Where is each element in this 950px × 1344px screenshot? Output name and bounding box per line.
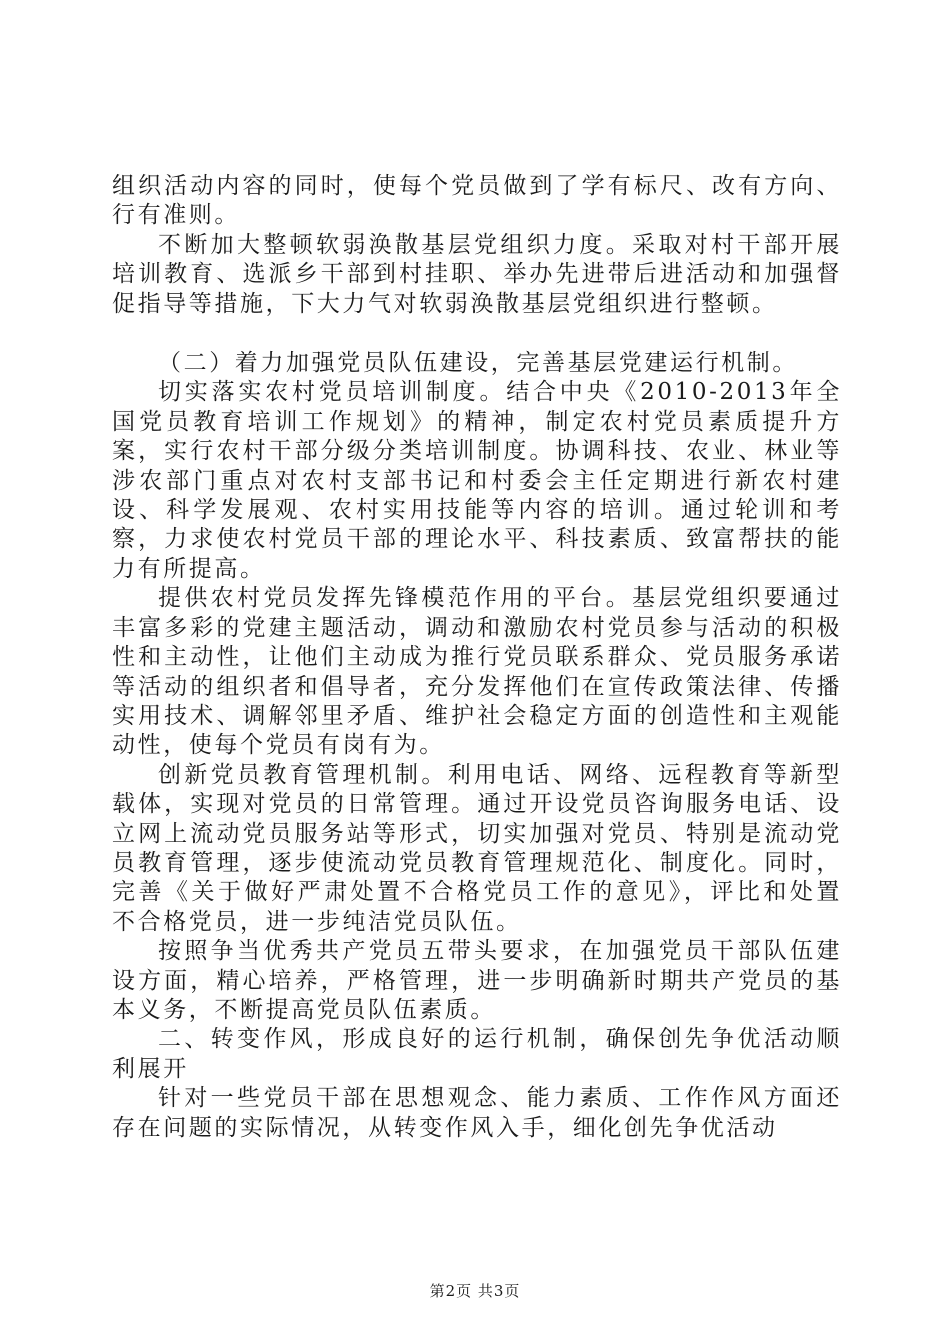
paragraph-pioneer-platform: 提供农村党员发挥先锋模范作用的平台。基层党组织要通过丰富多彩的党建主题活动，调动和激励农村党员参与活动的积极性和主动性，让他们主动成为推行党员联系群众、党员服务承诺等活动的组织者和倡导者，充分发挥他们在宣传政策法律、传播实用技术、调解邻里矛盾、维护社会稳定方面的创造性和主观能动性，使每个党员有岗有为。 — [112, 585, 842, 759]
paragraph-work-style: 针对一些党员干部在思想观念、能力素质、工作作风方面还存在问题的实际情况，从转变作风入手，细化创先争优活动 — [112, 1085, 842, 1141]
section-heading-2: （二）着力加强党员队伍建设，完善基层党建运行机制。 — [158, 350, 798, 377]
paragraph-continuation: 组织活动内容的同时，使每个党员做到了学有标尺、改有方向、行有准则。 — [112, 173, 842, 229]
paragraph-training-system: 切实落实农村党员培训制度。结合中央《2010-2013年全国党员教育培训工作规划》的精神，制定农村党员素质提升方案，实行农村干部分级分类培训制度。协调科技、农业、林业等涉农部门重点对农村支部书记和村委会主任定期进行新农村建设、科学发展观、农村实用技能等内容的培训。通过轮训和考察，力求使农村党员干部的理论水平、科技素质、致富帮扶的能力有所提高。 — [112, 379, 842, 582]
paragraph-five-leads: 按照争当优秀共产党员五带头要求，在加强党员干部队伍建设方面，精心培养，严格管理，进一步明确新时期共产党员的基本义务，不断提高党员队伍素质。 — [112, 938, 842, 1023]
paragraph-education-management: 创新党员教育管理机制。利用电话、网络、远程教育等新型载体，实现对党员的日常管理。通过开设党员咨询服务电话、设立网上流动党员服务站等形式，切实加强对党员、特别是流动党员教育管理，逐步使流动党员教育管理规范化、制度化。同时，完善《关于做好严肃处置不合格党员工作的意见》，评比和处置不合格党员，进一步纯洁党员队伍。 — [112, 761, 842, 935]
page-footer: 第2页 共3页 — [429, 1282, 521, 1300]
section-heading-two: 二、转变作风，形成良好的运行机制，确保创先争优活动顺利展开 — [112, 1026, 842, 1082]
document-body — [112, 172, 842, 1143]
paragraph-rectify-weak-organizations: 不断加大整顿软弱涣散基层党组织力度。采取对村干部开展培训教育、选派乡干部到村挂职、举办先进带后进活动和加强督促指导等措施，下大力气对软弱涣散基层党组织进行整顿。 — [112, 231, 842, 317]
